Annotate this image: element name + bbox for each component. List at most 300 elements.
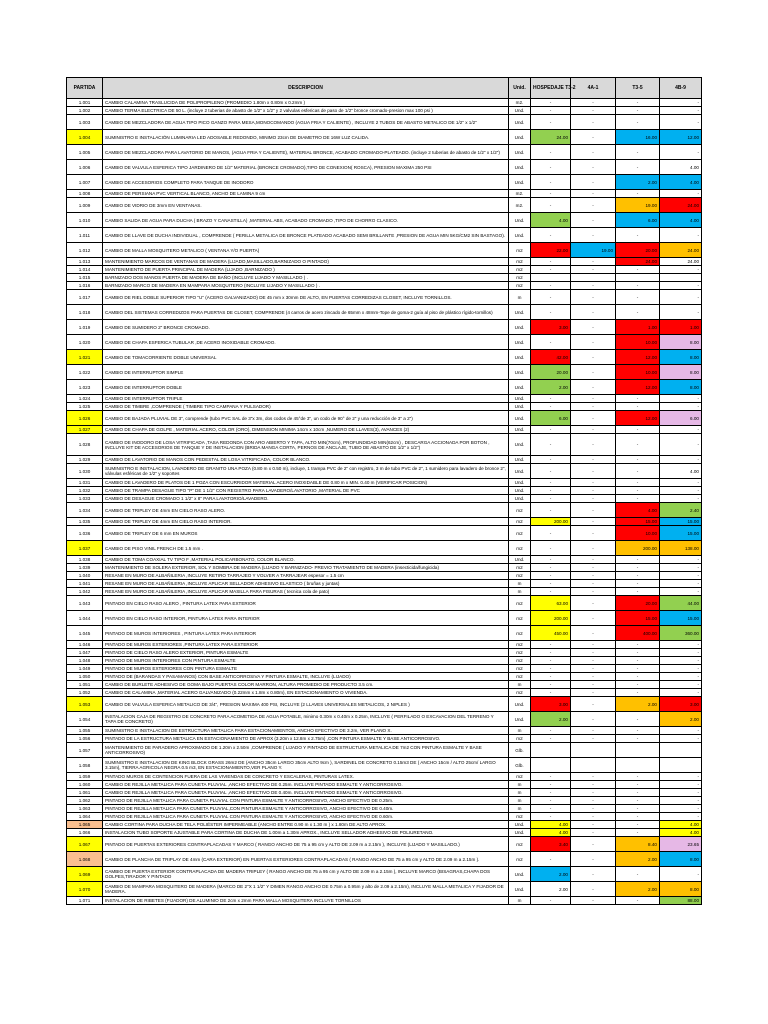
descripcion-cell: CAMBIO DE VALVULA ESFERICA TIPO JARDINERO DE 1/2" MATERIAL (BRONCE CROMADO),TIPO DE CONEXION( ROSCA), PRESION MAXIMA 250 PSI [103,160,509,175]
unid-cell: Und. [509,213,531,228]
partida-cell: 1.013 [67,258,103,266]
partida-cell: 1.039 [67,564,103,572]
partida-cell: 1.038 [67,556,103,564]
hospedaje-cell: - [531,556,571,564]
4a1-cell: - [571,145,616,160]
unid-cell: Und. [509,434,531,456]
4a1-cell: - [571,487,616,495]
unid-cell: m2 [509,518,531,526]
partida-cell: 1.003 [67,115,103,130]
4a1-cell: - [571,541,616,556]
partida-cell: 1.055 [67,727,103,735]
unid-cell: Und. [509,228,531,243]
unid-cell: m2 [509,813,531,821]
header-t35: T3-5 [616,78,660,99]
table-row [67,198,702,213]
unid-cell: Und. [509,175,531,190]
4b9-cell: - [660,781,702,789]
t35-cell: - [616,689,660,697]
table-row [67,495,702,503]
hospedaje-cell: - [531,190,571,198]
partida-cell: 1.045 [67,626,103,641]
unid-cell: m [509,805,531,813]
4b9-cell: 138.00 [660,541,702,556]
4b9-cell: - [660,456,702,464]
partida-cell: 1.001 [67,99,103,107]
unid-cell: m2 [509,243,531,258]
4b9-cell: 24.00 [660,198,702,213]
hospedaje-cell: 2.00 [531,882,571,897]
table-row [67,274,702,282]
descripcion-cell: CAMBIO DE ACCESORIOS COMPLETO PARA TANQUE DE INODORO [103,175,509,190]
unid-cell: Und. [509,305,531,320]
4a1-cell: - [571,837,616,852]
hospedaje-cell: - [531,681,571,689]
4b9-cell: 8.00 [660,882,702,897]
t35-cell: - [616,305,660,320]
t35-cell: - [616,829,660,837]
hospedaje-cell: - [531,115,571,130]
4a1-cell: - [571,789,616,797]
t35-cell: 20.00 [616,596,660,611]
t35-cell: - [616,479,660,487]
t35-cell [616,274,660,282]
4a1-cell: - [571,882,616,897]
4a1-cell: - [571,290,616,305]
partida-cell: 1.057 [67,743,103,758]
4a1-cell: - [571,380,616,395]
unid-cell: m2 [509,503,531,518]
partida-cell: 1.059 [67,773,103,781]
table-row [67,596,702,611]
descripcion-cell: CAMBIO DE TOMA COAXIAL TV TIPO F ,MATERIAL POLICARBONATO, COLOR BLANCO. [103,556,509,564]
descripcion-cell: CAMBIO DE INTERRUPTOR DOBLE [103,380,509,395]
partida-cell: 1.037 [67,541,103,556]
4b9-cell: - [660,649,702,657]
descripcion-cell: SUMINISTRO E INSTALACION DE KING BLOCK GRASS 26m2 DE (ANCHO 35cm LARGO 35cm ALTO 9cm ), SARDINEL DE CONCRETO 0.15m3 DE ( ANCHO 15cm / ALTO 25cm/ LARGO 3.15m), TIERRA AGRICOLA NEGRA 0.5 m3, EN ESTACIONAMIENTO,VER PLANO Y. [103,758,509,773]
hospedaje-cell: - [531,175,571,190]
unid-cell: m2 [509,649,531,657]
unid-cell: Und. [509,495,531,503]
table-row [67,145,702,160]
table-row [67,781,702,789]
table-row [67,258,702,266]
descripcion-cell: PINTADO DE LA ESTRUCTURA METALICA EN ESTACIONAMIENTO DE APROX (3.20m x 12.8m x 2.75m) ,CON PINTURA ESMALTE Y BASE ANTICORROSIVO. [103,735,509,743]
unid-cell: m2 [509,274,531,282]
unid-cell: Und. [509,426,531,434]
4b9-cell: - [660,665,702,673]
4a1-cell: - [571,175,616,190]
table-row [67,434,702,456]
unid-cell: m [509,681,531,689]
4b9-cell: - [660,588,702,596]
table-row [67,190,702,198]
4a1-cell: - [571,626,616,641]
4a1-cell: - [571,852,616,867]
t35-cell: - [616,897,660,905]
t35-cell [616,743,660,758]
4b9-cell: - [660,689,702,697]
4a1-cell: - [571,805,616,813]
descripcion-cell: PINTADO DE MUROS INTERIORES CON PINTURA ESMALTE [103,657,509,665]
unid-cell: m2 [509,665,531,673]
descripcion-cell: INSTALACION CAJA DE REGISTRO DE CONCRETO PARA ACOMETIDA DE AGUA POTABLE, minimo 0.30m x 0.40m x 0.25m, INCLUYE ( PERFILADO O EXCAVACION DEL TERRENO Y TAPA DE CONCRETO) [103,712,509,727]
hospedaje-cell: - [531,649,571,657]
hospedaje-cell: 200.00 [531,611,571,626]
table-row [67,572,702,580]
t35-cell: - [616,797,660,805]
unid-cell: Und. [509,464,531,479]
t35-cell: 2.00 [616,175,660,190]
4b9-cell: - [660,479,702,487]
partida-cell: 1.024 [67,395,103,403]
hospedaje-cell: - [531,464,571,479]
hospedaje-cell: - [531,773,571,781]
t35-cell: - [616,115,660,130]
t35-cell: - [616,712,660,727]
4b9-cell: - [660,426,702,434]
table-row [67,365,702,380]
hospedaje-cell: - [531,580,571,588]
descripcion-cell: CAMBIO DE CALAMINA ,MATERIAL ACERO GALVANIZADO (0.22mm x 1.8m x 0.80m), EN ESTACIONAMIENTO O VIVIENDA. [103,689,509,697]
unid-cell: Und. [509,403,531,411]
t35-cell: - [616,821,660,829]
4a1-cell: - [571,773,616,781]
table-row [67,107,702,115]
t35-cell: - [616,107,660,115]
hospedaje-cell: - [531,99,571,107]
4a1-cell: - [571,611,616,626]
table-row [67,789,702,797]
4b9-cell: 24.00 [660,258,702,266]
t35-cell: - [616,190,660,198]
partida-cell: 1.043 [67,596,103,611]
unid-cell: m2 [509,611,531,626]
4a1-cell: - [571,813,616,821]
unid-cell: m2 [509,852,531,867]
t35-cell: 2.00 [616,852,660,867]
unid-cell: m2. [509,99,531,107]
4b9-cell [660,758,702,773]
hospedaje-cell: 2.00 [531,380,571,395]
partida-cell: 1.056 [67,735,103,743]
table-row [67,228,702,243]
partida-cell: 1.068 [67,852,103,867]
hospedaje-cell: - [531,526,571,541]
hospedaje-cell: - [531,290,571,305]
partida-cell: 1.025 [67,403,103,411]
4b9-cell: - [660,145,702,160]
table-row [67,852,702,867]
partida-cell: 1.064 [67,813,103,821]
4a1-cell: - [571,456,616,464]
header-hospedaje: HOSPEDAJE T3-2 [531,78,571,99]
partida-cell: 1.027 [67,426,103,434]
t35-cell: - [616,290,660,305]
table-row [67,290,702,305]
4b9-cell: - [660,773,702,781]
hospedaje-cell: - [531,781,571,789]
t35-cell: - [616,580,660,588]
partida-cell: 1.069 [67,867,103,882]
hospedaje-cell: - [531,335,571,350]
4b9-cell: - [660,266,702,274]
4b9-cell: 360.00 [660,626,702,641]
4a1-cell: - [571,350,616,365]
4b9-cell: - [660,395,702,403]
4b9-cell: 1.00 [660,320,702,335]
partida-cell: 1.066 [67,829,103,837]
unid-cell: m2 [509,258,531,266]
partida-cell: 1.002 [67,107,103,115]
hospedaje-cell: 20.00 [531,365,571,380]
unid-cell: m2. [509,198,531,213]
descripcion-cell: CAMBIO DE LAVATORIO DE MANOS CON PEDESTAL DE LOSA VITRIFICADA, COLOR BLANCO. [103,456,509,464]
unid-cell: m2 [509,673,531,681]
partida-cell: 1.029 [67,456,103,464]
table-row [67,526,702,541]
hospedaje-cell: 6.00 [531,411,571,426]
t35-cell: - [616,495,660,503]
4b9-cell: - [660,641,702,649]
descripcion-cell: CAMBIO DE TIMBRE ,COMPRENDE ( TIMBRE TIPO CAMPANA Y PULSADOR) [103,403,509,411]
4a1-cell: - [571,411,616,426]
descripcion-cell: BARNIZADO DOS MANOS PUERTA DE MADERA DE BAÑO (INCLUYE LIJADO Y MASILLADO ) . [103,274,509,282]
unid-cell: Und. [509,160,531,175]
hospedaje-cell: - [531,479,571,487]
4a1-cell: - [571,503,616,518]
4b9-cell: 24.00 [660,243,702,258]
4a1-cell: - [571,258,616,266]
t35-cell: - [616,665,660,673]
table-row [67,380,702,395]
4a1-cell: - [571,897,616,905]
4a1-cell: - [571,735,616,743]
descripcion-cell: CAMBIO DE MEZCLADORA PARA LAVATORIO DE MANOS, (AGUA FRIA Y CALIENTE), MATERIAL BRONCE, ACABADO CROMADO-PLATEADO. (incluye 2 tuberias de abasto de 1/2" x 1/2") [103,145,509,160]
partida-cell: 1.042 [67,588,103,596]
t35-cell: - [616,434,660,456]
partida-cell: 1.058 [67,758,103,773]
hospedaje-cell: - [531,403,571,411]
partida-cell: 1.023 [67,380,103,395]
partida-cell: 1.015 [67,274,103,282]
4a1-cell: - [571,213,616,228]
descripcion-cell: CAMBIO DE LAVADERO DE PLATOS DE 1 POZA CON ESCURRIDOR MATERIAL ACERO INOXIDABLE DE 0.80 m x MIN. 0.40 m (VERIFICAR POSICION) [103,479,509,487]
table-row [67,479,702,487]
4a1-cell: - [571,657,616,665]
unid-cell: m2 [509,773,531,781]
4a1-cell: - [571,518,616,526]
table-row [67,456,702,464]
t35-cell: - [616,556,660,564]
descripcion-cell: CAMBIO DE INTERRUPTOR TRIPLE [103,395,509,403]
4b9-cell: - [660,657,702,665]
t35-cell: 20.00 [616,243,660,258]
descripcion-cell: CAMBIO DE CHAPA DE GOLPE , MATERIAL ACERO, COLOR (ORO), DIMENSION MINIMA 14cm x 10cm ,NUMERO DE LLAVES(3), AVANCES (2) [103,426,509,434]
hospedaje-cell: 200.00 [531,518,571,526]
t35-cell: - [616,160,660,175]
table-row [67,580,702,588]
partida-cell: 1.040 [67,572,103,580]
4a1-cell: - [571,115,616,130]
partida-cell: 1.041 [67,580,103,588]
partida-cell: 1.050 [67,673,103,681]
4b9-cell: - [660,867,702,882]
hospedaje-cell: 450.00 [531,626,571,641]
unid-cell: m [509,897,531,905]
partida-cell: 1.008 [67,190,103,198]
descripcion-cell: CAMBIO DE MALLA MOSQUITERO METALICO ( VENTANA Y/O PUERTA) [103,243,509,258]
unid-cell: Und. [509,130,531,145]
descripcion-cell: CAMBIO DE LLAVE DE DUCHA INDIVIDUAL , COMPRENDE ( PERILLA METALICA DE BRONCE PLATEADO ACABADO SEMI BRILLANTE ,PRESION DE AGUA MIN 5KG/CM2 SIN BASTAGO). [103,228,509,243]
4b9-cell: 2.00 [660,712,702,727]
4a1-cell: - [571,580,616,588]
table-row [67,175,702,190]
unid-cell: Und. [509,882,531,897]
4a1-cell: - [571,479,616,487]
t35-cell: - [616,805,660,813]
table-row [67,813,702,821]
4b9-cell: 8.00 [660,335,702,350]
4b9-cell: - [660,190,702,198]
table-row [67,403,702,411]
descripcion-cell: CAMBIO DE VIDRIO DE 3mm EN VENTANAS. [103,198,509,213]
4b9-cell: 4.00 [660,160,702,175]
unid-cell: m2 [509,735,531,743]
partida-cell: 1.034 [67,503,103,518]
unid-cell: m2. [509,190,531,198]
unid-cell: m [509,797,531,805]
4b9-cell: - [660,556,702,564]
4b9-cell: 44.00 [660,596,702,611]
table-row [67,487,702,495]
hospedaje-cell: - [531,282,571,290]
table-row [67,657,702,665]
descripcion-cell: CAMBIO DE PERSIANA PVC VERTICAL BLANCO, ANCHO DE LAMINA 9 cm [103,190,509,198]
t35-cell: 10.00 [616,526,660,541]
t35-cell: - [616,641,660,649]
header-unid: Unid. [509,78,531,99]
4b9-cell: - [660,805,702,813]
4b9-cell: - [660,403,702,411]
4b9-cell: - [660,282,702,290]
header-descripcion: DESCRIPCION [103,78,509,99]
descripcion-cell: SUMINISTRO E INSTALACION DE ESTRUCTURA METALICA PARA ESTACIONAMIENTOS, ANCHO EFECTIVO DE 3.2m, VER PLANO X. [103,727,509,735]
table-row [67,564,702,572]
hospedaje-cell: 3.00 [531,697,571,712]
unid-cell: Und. [509,487,531,495]
4a1-cell: - [571,697,616,712]
unid-cell: m [509,290,531,305]
partida-cell: 1.060 [67,781,103,789]
hospedaje-cell: - [531,641,571,649]
hospedaje-cell: - [531,673,571,681]
4a1-cell: - [571,556,616,564]
unid-cell: m2 [509,564,531,572]
4b9-cell: - [660,290,702,305]
unid-cell: m2 [509,526,531,541]
partida-cell: 1.049 [67,665,103,673]
4a1-cell: - [571,426,616,434]
4b9-cell: - [660,813,702,821]
descripcion-cell: CAMBIO DE PISO VINIL FRENCH DE 1.5 mm . [103,541,509,556]
partida-cell: 1.016 [67,282,103,290]
descripcion-cell: CAMBIO DE RIEL DOBLE SUPERIOR TIPO "U" (ACERO GALVANIZADO) DE 45 mm x 30mm DE ALTO, EN PUERTAS CORREDIZAS CLOSET, INCLUYE TORNILLOS. [103,290,509,305]
t35-cell: - [616,781,660,789]
descripcion-cell: CAMBIO DE BURLETE ADHESIVO DE GOMA BAJO PUERTAS COLOR MARRON, ALTURA PROMEDIO DE PRODUCTO 3.5 cm. [103,681,509,689]
partida-cell: 1.022 [67,365,103,380]
t35-cell: - [616,572,660,580]
4b9-cell: - [660,434,702,456]
descripcion-cell: PINTADO EN CIELO RASO INTERIOR, PINTURA LATEX PARA INTERIOR [103,611,509,626]
unid-cell: Und. [509,867,531,882]
table-row [67,897,702,905]
4a1-cell: - [571,190,616,198]
partida-cell: 1.018 [67,305,103,320]
table-row [67,130,702,145]
table-row [67,395,702,403]
unid-cell: m2 [509,596,531,611]
4b9-cell: 4.00 [660,464,702,479]
table-row [67,243,702,258]
partida-cell: 1.054 [67,712,103,727]
hospedaje-cell: - [531,395,571,403]
t35-cell: - [616,456,660,464]
4a1-cell: - [571,649,616,657]
4a1-cell: - [571,596,616,611]
descripcion-cell: MANTENIMIENTO DE PUERTA PRINCIPAL DE MADERA (LIJADO ,BARNIZADO ) [103,266,509,274]
descripcion-cell: CAMBIO DE CHAPA ESFERICA TUBULAR ,DE ACERO INOXIDABLE CROMADO. [103,335,509,350]
4b9-cell: - [660,107,702,115]
unid-cell: m [509,781,531,789]
t35-cell: - [616,464,660,479]
hospedaje-cell: - [531,572,571,580]
table-row [67,335,702,350]
4b9-cell: - [660,727,702,735]
t35-cell: 2.00 [616,882,660,897]
4a1-cell: - [571,464,616,479]
partida-cell: 1.047 [67,649,103,657]
partida-cell: 1.031 [67,479,103,487]
table-row [67,213,702,228]
hospedaje-cell: 3.40 [531,837,571,852]
table-row [67,588,702,596]
unid-cell: Und. [509,107,531,115]
descripcion-cell: PINTADO MUROS DE CONTENCION FUERA DE LAS VIVIENDAS DE CONCRETO Y ESCALERAS, PINTURAS LATEX. [103,773,509,781]
partida-cell: 1.046 [67,641,103,649]
descripcion-cell: INSTALACION DE RIBETES (FIJADOR) DE ALUMINIO DE 2cm x 2mm PARA MALLA MOSQUITERA INCLUYE TORNILLOS [103,897,509,905]
4a1-cell: - [571,228,616,243]
t35-cell: - [616,789,660,797]
4b9-cell: 12.00 [660,130,702,145]
4b9-cell [660,274,702,282]
table-row [67,641,702,649]
descripcion-cell: CAMBIO DE TRIPLEY DE 4mm EN CIELO RASO INTERIOR. [103,518,509,526]
hospedaje-cell [531,274,571,282]
4a1-cell: - [571,395,616,403]
hospedaje-cell: - [531,434,571,456]
hospedaje-cell: - [531,789,571,797]
4a1-cell: - [571,495,616,503]
partida-cell: 1.052 [67,689,103,697]
hospedaje-cell: 4.00 [531,213,571,228]
4b9-cell: 15.00 [660,518,702,526]
table-row [67,503,702,518]
t35-cell: - [616,395,660,403]
hospedaje-cell: 2.00 [531,712,571,727]
hospedaje-cell: - [531,665,571,673]
partida-cell: 1.044 [67,611,103,626]
